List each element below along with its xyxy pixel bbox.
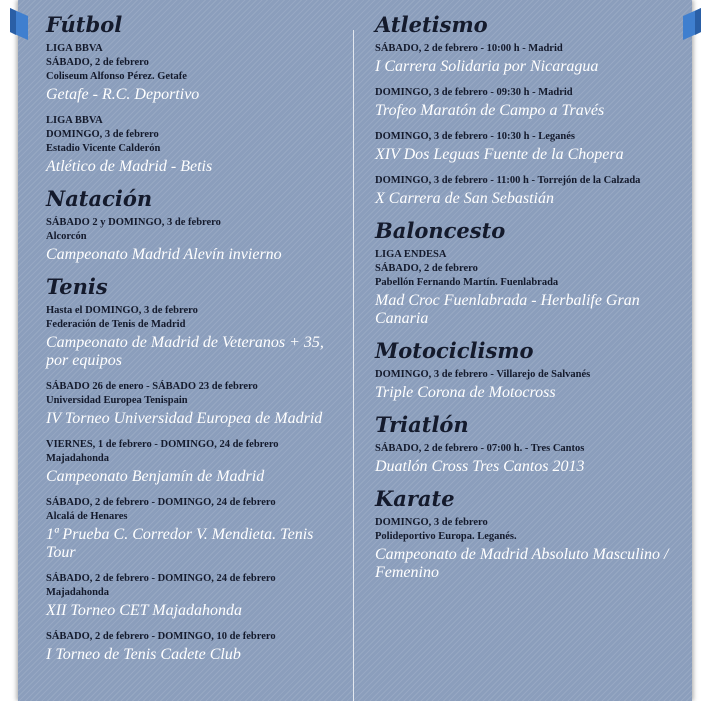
event-detail: DOMINGO, 3 de febrero - Villarejo de Salvanés — [375, 369, 591, 380]
event-title: Getafe - R.C. Deportivo — [46, 86, 200, 103]
event-title: 1ª Prueba C. Corredor V. Mendieta. Tenis Tour — [46, 526, 314, 561]
event-entry — [375, 42, 695, 76]
sport-heading-tenis: Tenis — [46, 274, 108, 299]
event-title: XII Torneo CET Majadahonda — [46, 602, 243, 619]
event-entry — [46, 572, 346, 620]
event-detail: Polideportivo Europa. Leganés. — [375, 531, 517, 542]
event-title: Triple Corona de Motocross — [375, 384, 556, 401]
event-entry — [375, 248, 695, 328]
event-detail: DOMINGO, 3 de febrero — [46, 129, 159, 140]
event-entry — [375, 86, 695, 120]
event-detail: SÁBADO, 2 de febrero - DOMINGO, 10 de febrero — [46, 631, 276, 642]
event-detail: LIGA ENDESA — [375, 249, 447, 260]
event-detail: SÁBADO, 2 de febrero — [375, 263, 478, 274]
event-title: I Carrera Solidaria por Nicaragua — [375, 58, 599, 75]
right-column — [375, 12, 695, 592]
event-detail: LIGA BBVA — [46, 115, 103, 126]
event-detail: SÁBADO, 2 de febrero — [46, 57, 149, 68]
sport-heading-baloncesto: Baloncesto — [375, 218, 506, 243]
event-entry — [46, 304, 346, 370]
event-detail: DOMINGO, 3 de febrero — [375, 517, 488, 528]
event-entry — [46, 496, 346, 562]
event-title: I Torneo de Tenis Cadete Club — [46, 646, 241, 663]
event-entry — [46, 42, 346, 104]
event-title: XIV Dos Leguas Fuente de la Chopera — [375, 146, 624, 163]
left-column — [46, 12, 346, 674]
event-title: Campeonato Madrid Alevín invierno — [46, 246, 282, 263]
event-entry — [46, 380, 346, 428]
event-entry — [46, 114, 346, 176]
event-detail: Coliseum Alfonso Pérez. Getafe — [46, 71, 187, 82]
event-detail: SÁBADO 2 y DOMINGO, 3 de febrero — [46, 217, 221, 228]
event-detail: VIERNES, 1 de febrero - DOMINGO, 24 de febrero — [46, 439, 279, 450]
sport-heading-motociclismo: Motociclismo — [375, 338, 534, 363]
event-title: X Carrera de San Sebastián — [375, 190, 554, 207]
event-entry — [46, 216, 346, 264]
event-detail: Majadahonda — [46, 587, 110, 598]
event-title: Trofeo Maratón de Campo a Través — [375, 102, 605, 119]
ribbon-corner-left-icon — [10, 8, 28, 40]
event-detail: SÁBADO, 2 de febrero - DOMINGO, 24 de febrero — [46, 573, 276, 584]
event-title: Mad Croc Fuenlabrada - Herbalife Gran Canaria — [375, 292, 640, 327]
event-title: Campeonato Benjamín de Madrid — [46, 468, 265, 485]
event-detail: Estadio Vicente Calderón — [46, 143, 161, 154]
event-entry — [375, 174, 695, 208]
event-title: Campeonato de Madrid Absoluto Masculino / Femenino — [375, 546, 669, 581]
event-title: Duatlón Cross Tres Cantos 2013 — [375, 458, 585, 475]
sport-heading-karate: Karate — [375, 486, 455, 511]
event-detail: Universidad Europea Tenispain — [46, 395, 188, 406]
event-entry — [375, 442, 695, 476]
event-detail: DOMINGO, 3 de febrero - 11:00 h - Torrejón de la Calzada — [375, 175, 641, 186]
event-detail: DOMINGO, 3 de febrero - 10:30 h - Leganés — [375, 131, 575, 142]
event-entry — [46, 438, 346, 486]
event-detail: Pabellón Fernando Martín. Fuenlabrada — [375, 277, 559, 288]
event-detail: SÁBADO, 2 de febrero - 10:00 h - Madrid — [375, 43, 563, 54]
sport-heading-futbol: Fútbol — [46, 12, 123, 37]
sport-heading-triatlon: Triatlón — [375, 412, 469, 437]
event-title: Campeonato de Madrid de Veteranos + 35, por equipos — [46, 334, 324, 369]
event-entry — [375, 368, 695, 402]
event-detail: SÁBADO, 2 de febrero - DOMINGO, 24 de febrero — [46, 497, 276, 508]
event-detail: DOMINGO, 3 de febrero - 09:30 h - Madrid — [375, 87, 573, 98]
event-detail: Alcorcón — [46, 231, 87, 242]
event-detail: Federación de Tenis de Madrid — [46, 319, 186, 330]
event-entry — [46, 630, 346, 664]
event-title: IV Torneo Universidad Europea de Madrid — [46, 410, 323, 427]
event-detail: SÁBADO, 2 de febrero - 07:00 h. - Tres Cantos — [375, 443, 585, 454]
sport-heading-atletismo: Atletismo — [375, 12, 488, 37]
event-detail: Majadahonda — [46, 453, 110, 464]
event-detail: Hasta el DOMINGO, 3 de febrero — [46, 305, 198, 316]
sport-heading-natacion: Natación — [46, 186, 153, 211]
event-detail: Alcalá de Henares — [46, 511, 128, 522]
column-divider — [353, 30, 354, 701]
event-title: Atlético de Madrid - Betis — [46, 158, 213, 175]
event-detail: SÁBADO 26 de enero - SÁBADO 23 de febrero — [46, 381, 258, 392]
event-entry — [375, 516, 695, 582]
event-entry — [375, 130, 695, 164]
event-detail: LIGA BBVA — [46, 43, 103, 54]
